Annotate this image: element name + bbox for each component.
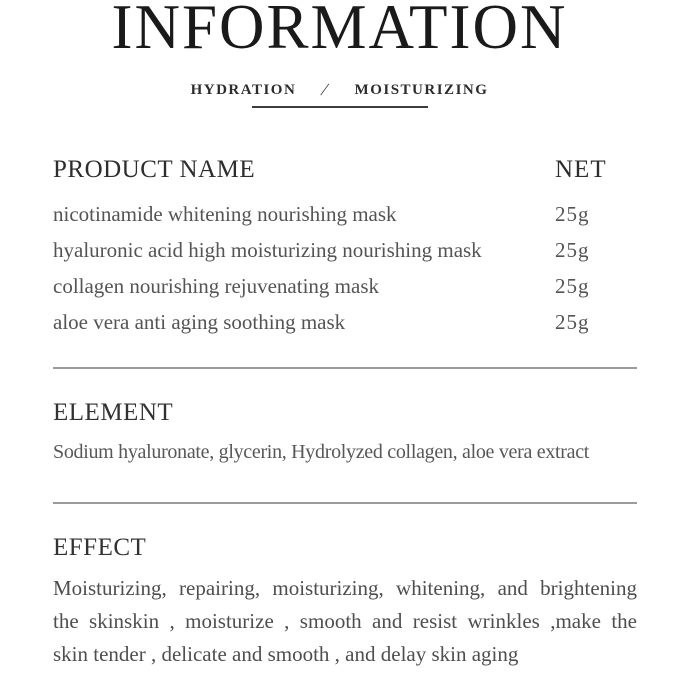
net-value: 25g	[555, 237, 590, 262]
element-heading: ELEMENT	[53, 398, 174, 426]
subtitle-hydration: HYDRATION	[190, 82, 297, 99]
net-value: 25g	[555, 201, 590, 226]
table-row	[53, 196, 637, 232]
product-name: nicotinamide whitening nourishing mask	[53, 201, 397, 226]
product-table-header	[53, 156, 637, 184]
product-name: aloe vera anti aging soothing mask	[53, 309, 346, 334]
table-row	[53, 232, 637, 268]
slash-separator: /	[320, 80, 331, 99]
product-name-header: PRODUCT NAME	[53, 156, 256, 184]
section-divider	[53, 367, 637, 369]
effect-line: skin tender , delicate and smooth , and delay skin aging	[53, 641, 519, 666]
content-area	[53, 156, 637, 671]
section-divider	[53, 502, 637, 504]
subtitle	[0, 80, 679, 100]
net-value: 25g	[555, 309, 590, 334]
table-row	[53, 268, 637, 304]
table-row	[53, 304, 637, 340]
subtitle-underline	[252, 106, 428, 108]
subtitle-moisturizing: MOISTURIZING	[354, 82, 489, 99]
effect-description	[53, 572, 637, 671]
product-name: hyaluronic acid high moisturizing nourishing mask	[53, 237, 482, 262]
product-name: collagen nourishing rejuvenating mask	[53, 273, 380, 298]
element-ingredients-text: Sodium hyaluronate, glycerin, Hydrolyzed collagen, aloe vera extract	[53, 441, 590, 464]
product-table	[53, 196, 637, 340]
page-title: INFORMATION	[111, 0, 568, 62]
net-header: NET	[555, 156, 607, 184]
effect-line: the skinskin , moisturize , smooth and resist wrinkles ,make the	[53, 608, 637, 633]
effect-line: Moisturizing, repairing, moisturizing, whitening, and brightening	[53, 575, 637, 600]
effect-heading: EFFECT	[53, 534, 147, 562]
net-value: 25g	[555, 273, 590, 298]
